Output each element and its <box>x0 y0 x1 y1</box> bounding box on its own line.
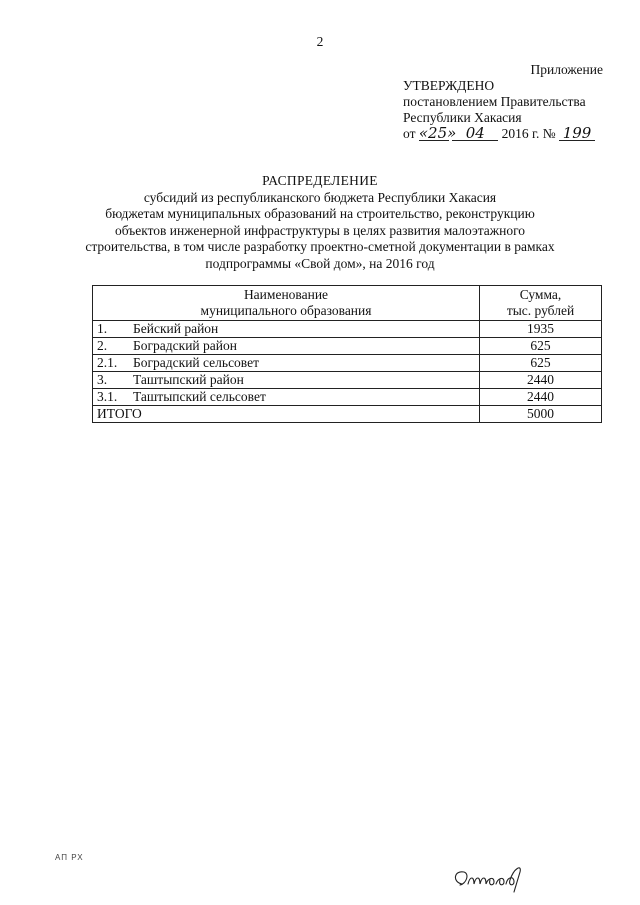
row-sum: 2440 <box>480 389 602 406</box>
approval-line-1: постановлением Правительства <box>403 94 586 109</box>
heading-line: субсидий из республиканского бюджета Республики Хакасия <box>143 189 497 205</box>
table-header-row <box>93 286 602 321</box>
page-number: 2 <box>316 34 324 49</box>
table-row <box>93 338 602 355</box>
signature-icon <box>448 858 558 894</box>
row-name: 2. Боградский район <box>93 338 480 355</box>
document-heading <box>80 173 560 272</box>
handwritten-month: 04 <box>452 127 498 141</box>
row-name: 2.1. Боградский сельсовет <box>93 355 480 372</box>
row-sum: 625 <box>480 338 602 355</box>
date-prefix: от <box>403 126 416 141</box>
table-row <box>93 355 602 372</box>
total-sum: 5000 <box>480 406 602 423</box>
row-name: 3. Таштыпский район <box>93 372 480 389</box>
document-title: РАСПРЕДЕЛЕНИЕ <box>262 173 378 188</box>
row-name: 1. Бейский район <box>93 321 480 338</box>
table-total-row <box>93 406 602 423</box>
approval-line-2: Республики Хакасия <box>403 110 522 125</box>
approval-date-line <box>403 126 603 142</box>
row-sum: 1935 <box>480 321 602 338</box>
year-text: 2016 г. № <box>501 126 556 141</box>
table-row <box>93 372 602 389</box>
table-row <box>93 389 602 406</box>
appendix-label: Приложение <box>530 62 603 77</box>
row-sum: 2440 <box>480 372 602 389</box>
approval-block <box>403 62 603 142</box>
heading-line: строительства, в том числе разработку проектно-сметной документации в рамках <box>85 239 555 254</box>
handwritten-number: 199 <box>559 127 595 141</box>
header-name: Наименование муниципального образования <box>93 286 480 321</box>
handwritten-day: «25» <box>418 124 457 142</box>
heading-line: подпрограммы «Свой дом», на 2016 год <box>205 255 435 271</box>
row-name: 3.1. Таштыпский сельсовет <box>93 389 480 406</box>
footer-code: АП РХ <box>55 853 84 862</box>
distribution-table <box>92 285 602 423</box>
total-label: ИТОГО <box>93 406 480 423</box>
header-sum: Сумма, тыс. рублей <box>480 286 602 321</box>
table-row <box>93 321 602 338</box>
approved-label: УТВЕРЖДЕНО <box>403 78 495 93</box>
heading-line: объектов инженерной инфраструктуры в целях развития малоэтажного <box>114 222 526 238</box>
heading-line: бюджетам муниципальных образований на строительство, реконструкцию <box>105 206 535 221</box>
row-sum: 625 <box>480 355 602 372</box>
